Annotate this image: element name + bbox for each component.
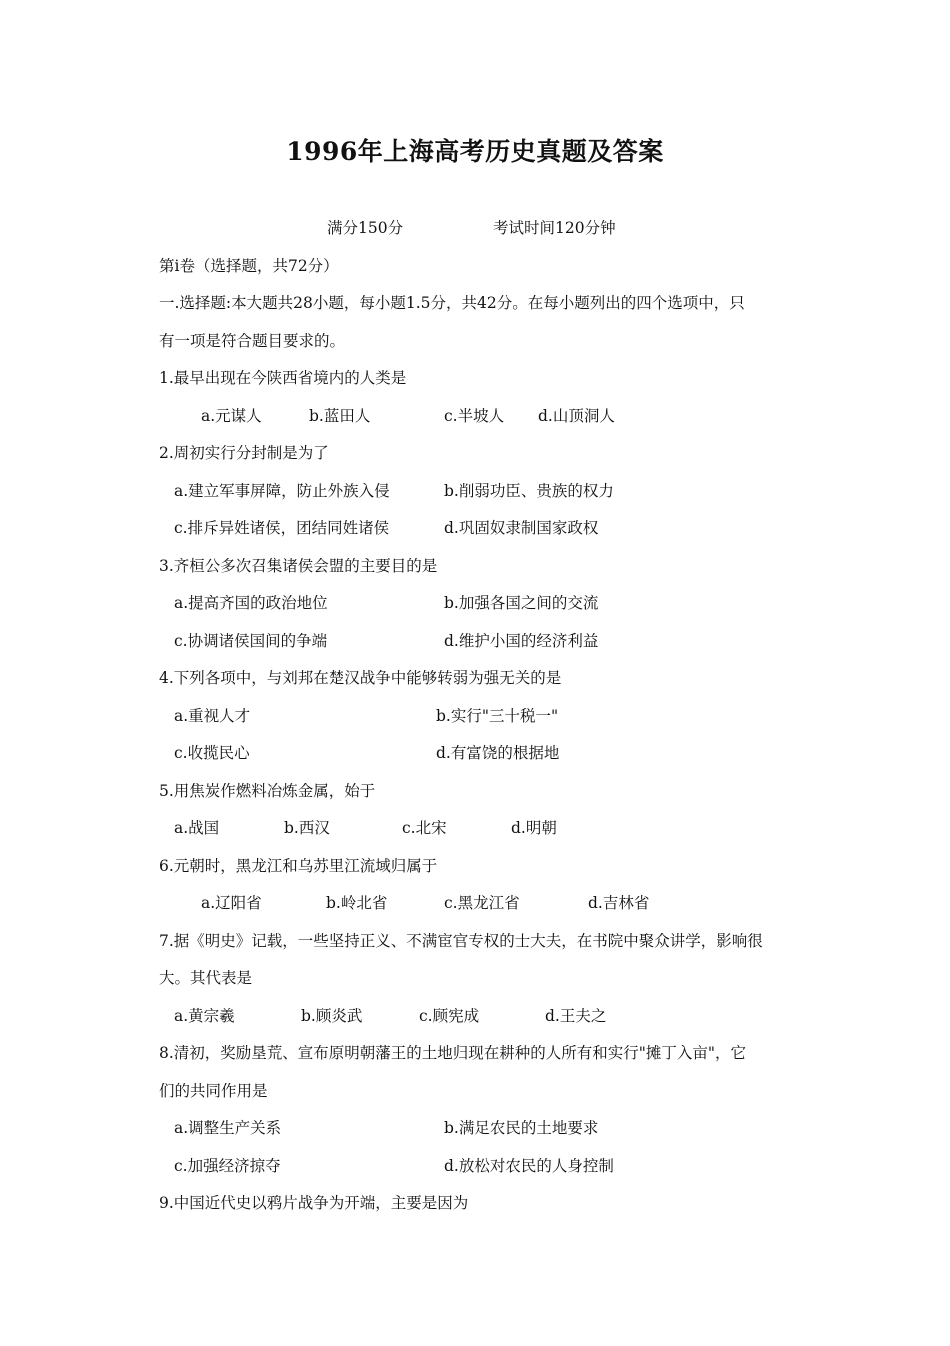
option: a.战国 <box>174 819 220 837</box>
question-stem-continued: 们的共同作用是 <box>159 1082 268 1100</box>
option: b.西汉 <box>284 819 330 837</box>
question-stem: 3.齐桓公多次召集诸侯会盟的主要目的是 <box>159 557 438 575</box>
option: c.北宋 <box>402 819 447 837</box>
option: d.巩固奴隶制国家政权 <box>444 519 599 537</box>
question-stem: 2.周初实行分封制是为了 <box>159 444 329 462</box>
option: c.收揽民心 <box>174 744 250 762</box>
question-stem: 9.中国近代史以鸦片战争为开端，主要是因为 <box>159 1194 469 1212</box>
option: a.重视人才 <box>174 707 251 725</box>
option: a.建立军事屏障，防止外族入侵 <box>174 482 390 500</box>
option: a.辽阳省 <box>201 894 262 912</box>
option: d.维护小国的经济利益 <box>444 632 599 650</box>
instructions-line-1: 一.选择题:本大题共28小题，每小题1.5分，共42分。在每小题列出的四个选项中，只 <box>159 294 745 312</box>
option: c.半坡人 <box>444 407 505 425</box>
instructions-line-2: 有一项是符合题目要求的。 <box>159 332 346 350</box>
question-stem: 5.用焦炭作燃料冶炼金属，始于 <box>159 782 376 800</box>
option: a.调整生产关系 <box>174 1119 282 1137</box>
page-title: 1996年上海高考历史真题及答案 <box>286 137 664 166</box>
option: b.顾炎武 <box>301 1007 363 1025</box>
option: b.削弱功臣、贵族的权力 <box>444 482 614 500</box>
option: c.排斥异姓诸侯，团结同姓诸侯 <box>174 519 390 537</box>
option: c.加强经济掠夺 <box>174 1157 281 1175</box>
question-stem-continued: 大。其代表是 <box>159 969 253 987</box>
question-stem: 1.最早出现在今陕西省境内的人类是 <box>159 369 407 387</box>
option: c.协调诸侯国间的争端 <box>174 632 328 650</box>
option: d.放松对农民的人身控制 <box>444 1157 614 1175</box>
option: d.有富饶的根据地 <box>436 744 560 762</box>
option: d.吉林省 <box>588 894 650 912</box>
full-score: 满分150分 <box>327 219 404 237</box>
option: b.实行"三十税一" <box>436 707 559 725</box>
option: b.岭北省 <box>326 894 388 912</box>
option: b.满足农民的土地要求 <box>444 1119 599 1137</box>
option: c.顾宪成 <box>419 1007 480 1025</box>
option: d.王夫之 <box>545 1007 607 1025</box>
question-stem: 7.据《明史》记载，一些坚持正义、不满宦官专权的士大夫，在书院中聚众讲学，影响很 <box>159 932 763 950</box>
question-stem: 6.元朝时，黑龙江和乌苏里江流域归属于 <box>159 857 438 875</box>
exam-time: 考试时间120分钟 <box>493 219 616 237</box>
option: d.山顶洞人 <box>538 407 615 425</box>
section-heading: 第ⅰ卷（选择题，共72分） <box>159 257 339 275</box>
option: c.黑龙江省 <box>444 894 520 912</box>
question-stem: 8.清初，奖励垦荒、宣布原明朝藩王的土地归现在耕种的人所有和实行"摊丁入亩"，它 <box>159 1044 747 1062</box>
option: a.黄宗羲 <box>174 1007 235 1025</box>
question-stem: 4.下列各项中，与刘邦在楚汉战争中能够转弱为强无关的是 <box>159 669 562 687</box>
option: a.提高齐国的政治地位 <box>174 594 328 612</box>
option: b.蓝田人 <box>309 407 371 425</box>
option: d.明朝 <box>511 819 557 837</box>
option: a.元谋人 <box>201 407 262 425</box>
option: b.加强各国之间的交流 <box>444 594 599 612</box>
